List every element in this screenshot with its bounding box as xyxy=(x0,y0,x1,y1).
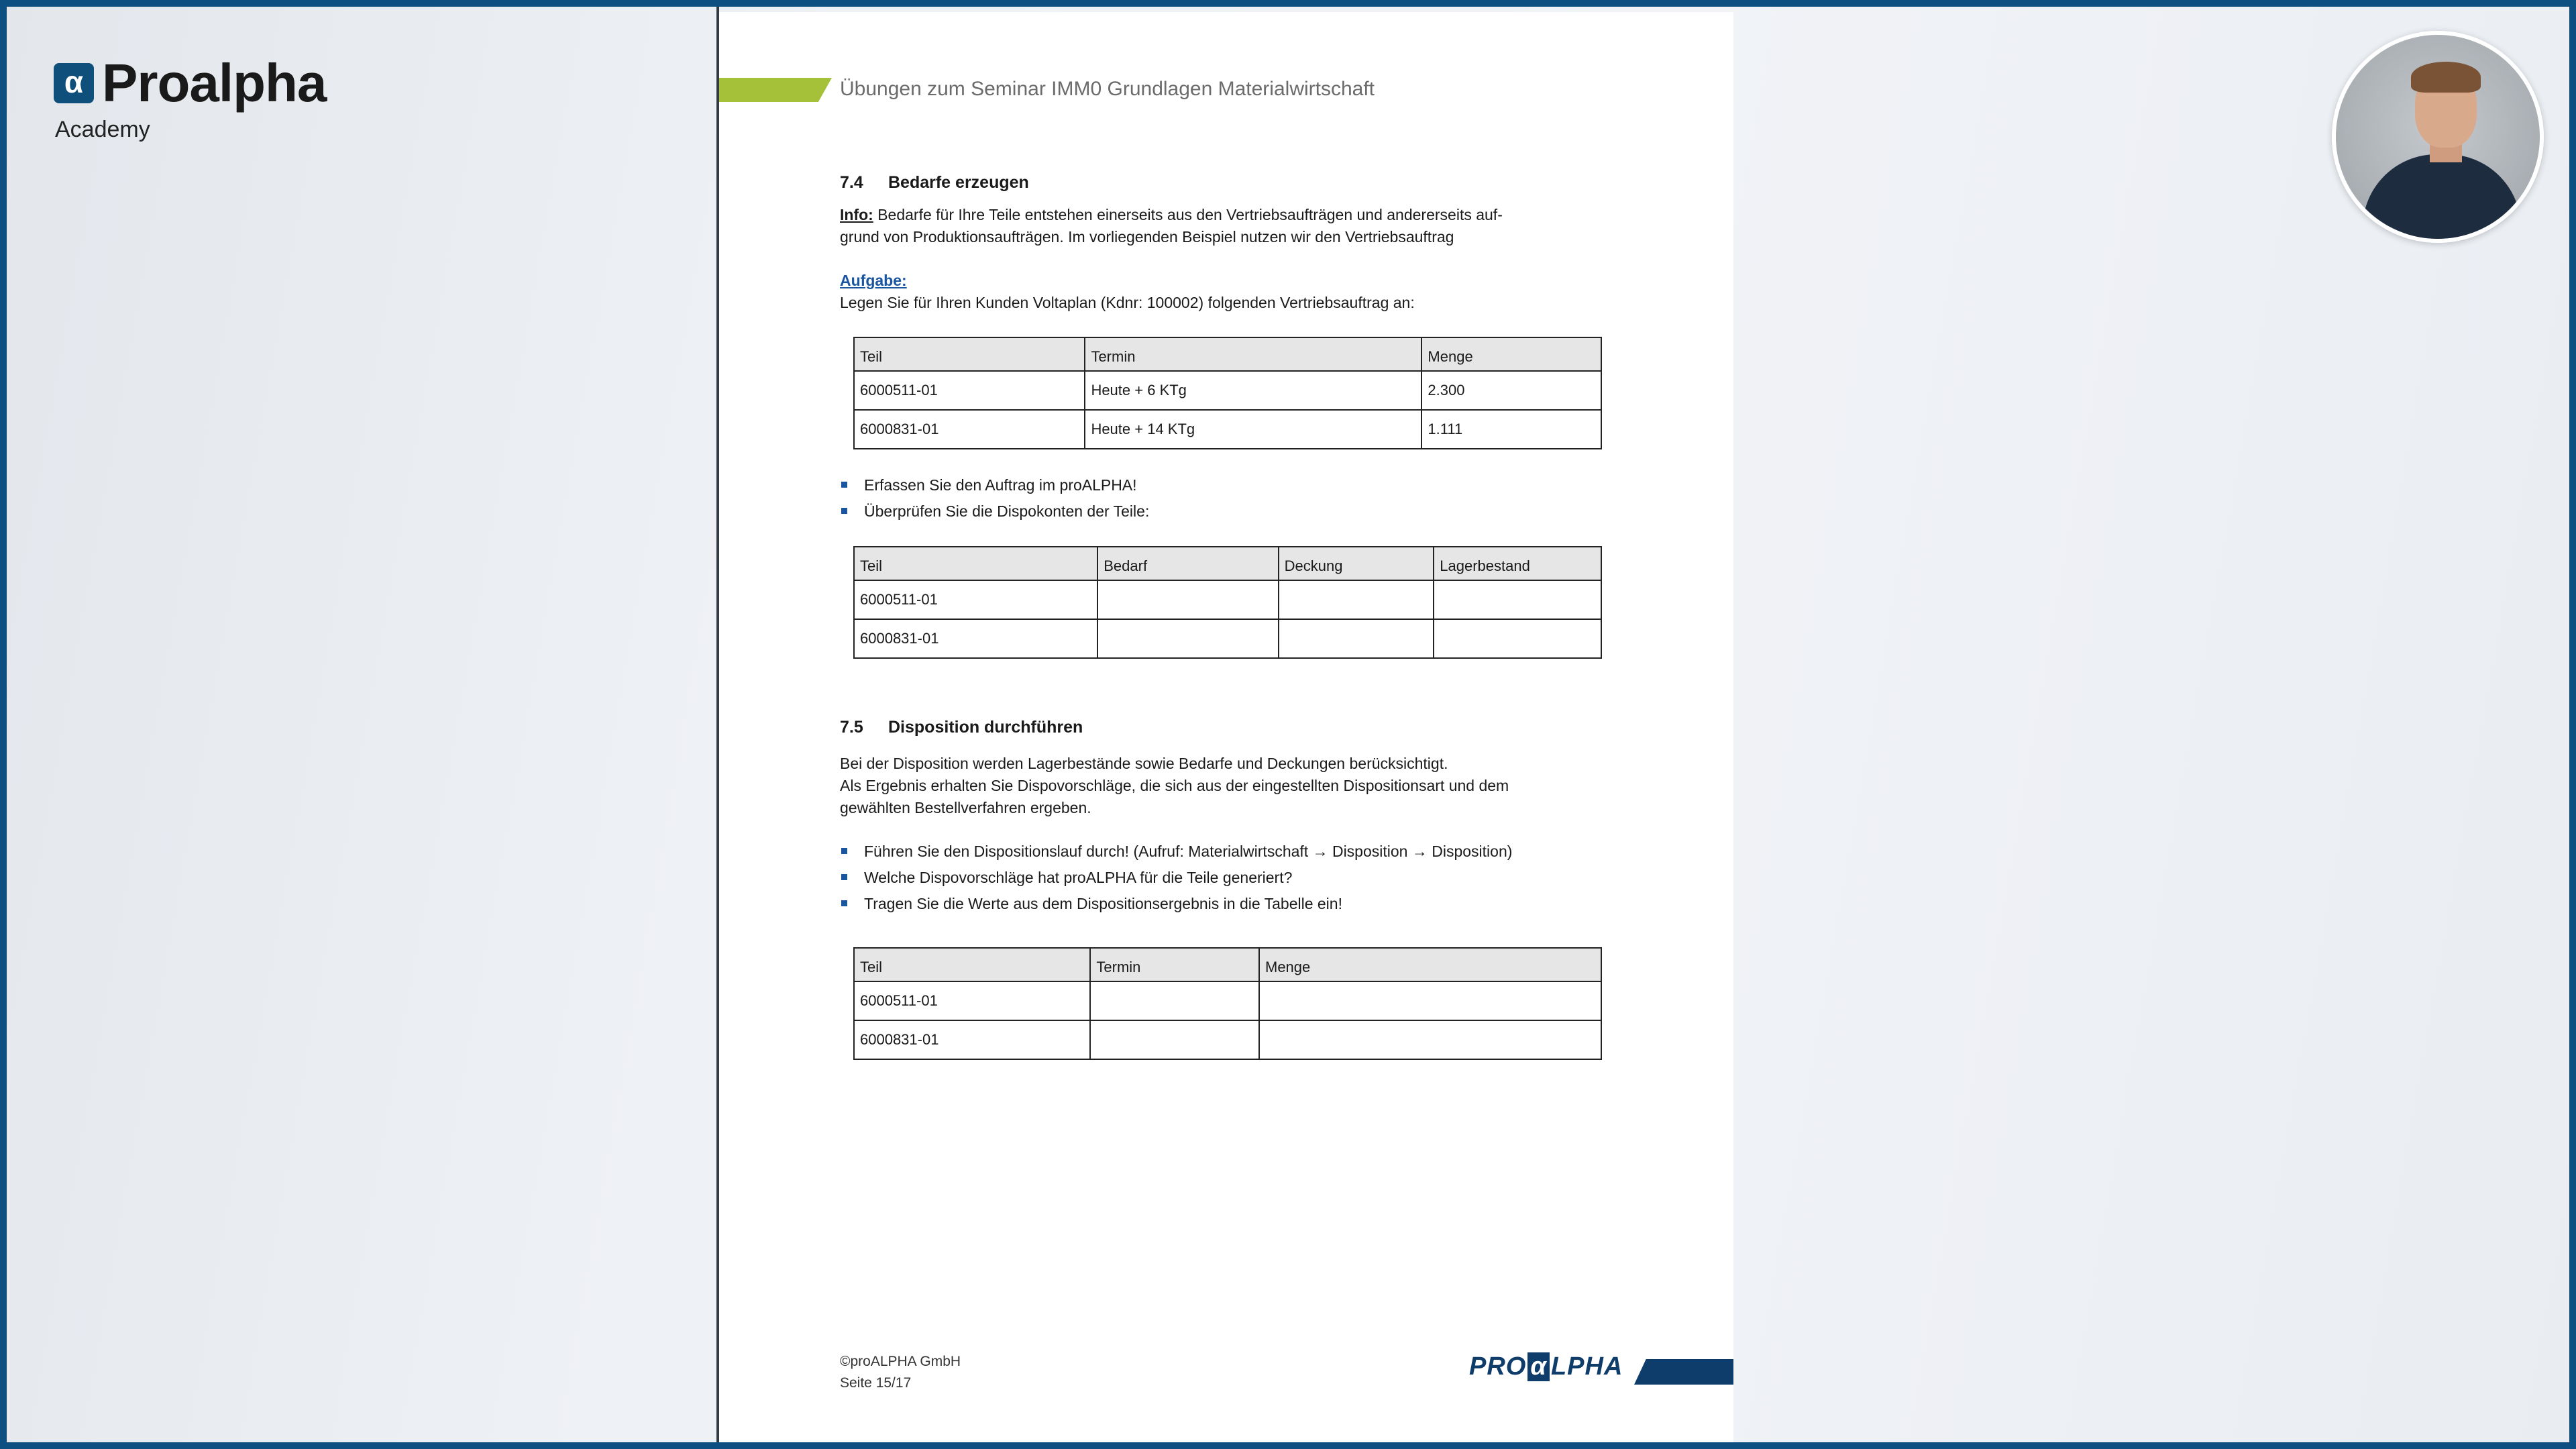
table-cell xyxy=(1090,981,1259,1020)
disposition-paragraph xyxy=(840,753,1618,819)
section-7-5-heading xyxy=(840,718,1083,737)
brand-logo xyxy=(54,52,326,143)
table-header-row xyxy=(854,948,1601,981)
paragraph-line: Als Ergebnis erhalten Sie Dispovorschläge, die sich aus der eingestellten Dispositionsart und dem xyxy=(840,777,1509,794)
table-cell xyxy=(1434,580,1601,619)
info-label: Info: xyxy=(840,206,873,223)
table-cell: 6000511-01 xyxy=(854,981,1090,1020)
section-number: 7.4 xyxy=(840,173,863,192)
table-header-cell: Teil xyxy=(854,337,1085,371)
section-7-4-heading xyxy=(840,173,1029,193)
table-header-cell: Bedarf xyxy=(1097,547,1278,580)
page-number: Seite 15/17 xyxy=(840,1375,912,1391)
document-page xyxy=(719,12,1733,1442)
table-cell xyxy=(1097,580,1278,619)
table-header-cell: Lagerbestand xyxy=(1434,547,1601,580)
table-cell: 6000831-01 xyxy=(854,410,1085,449)
table-row xyxy=(854,1020,1601,1059)
copyright-text: ©proALPHA GmbH xyxy=(840,1354,961,1369)
table-cell xyxy=(1279,619,1434,658)
table-cell: 6000831-01 xyxy=(854,1020,1090,1059)
info-line-1: Bedarfe für Ihre Teile entstehen einerseits aus den Vertriebsaufträgen und andererseits auf- xyxy=(873,206,1503,223)
table-cell xyxy=(1097,619,1278,658)
brand-name: Proalpha xyxy=(102,53,327,113)
proalpha-footer-logo xyxy=(1469,1352,1623,1381)
list-item: Welche Dispovorschläge hat proALPHA für die Teile generiert? xyxy=(840,865,1512,891)
list-item: Führen Sie den Dispositionslauf durch! (Aufruf: Materialwirtschaft → Disposition → Disposition) xyxy=(840,839,1512,865)
info-paragraph xyxy=(840,204,1618,248)
disposition-bullet-list xyxy=(840,839,1512,917)
table-header-row xyxy=(854,547,1601,580)
presenter-hair xyxy=(2411,62,2481,93)
list-item: Erfassen Sie den Auftrag im proALPHA! xyxy=(840,472,1149,498)
disposition-result-table xyxy=(853,947,1602,1060)
order-table xyxy=(853,337,1602,449)
presentation-stage xyxy=(7,7,2569,1442)
table-cell xyxy=(1259,981,1601,1020)
aufgabe-label: Aufgabe: xyxy=(840,272,907,289)
presenter-body xyxy=(2363,154,2521,243)
aufgabe-block xyxy=(840,270,1618,314)
table-row xyxy=(854,580,1601,619)
list-item: Überprüfen Sie die Dispokonten der Teile: xyxy=(840,498,1149,525)
webcam-video xyxy=(2332,31,2544,243)
table-cell xyxy=(1090,1020,1259,1059)
table-header-cell: Termin xyxy=(1090,948,1259,981)
table-cell: 1.111 xyxy=(1421,410,1601,449)
table-cell: 6000511-01 xyxy=(854,580,1097,619)
table-cell: Heute + 14 KTg xyxy=(1085,410,1421,449)
section-number: 7.5 xyxy=(840,718,863,737)
alpha-logo-icon: α xyxy=(1527,1352,1550,1381)
table-cell xyxy=(1259,1020,1601,1059)
table-header-row xyxy=(854,337,1601,371)
table-header-cell: Deckung xyxy=(1279,547,1434,580)
brand-subtitle: Academy xyxy=(55,117,150,142)
table-row xyxy=(854,981,1601,1020)
header-accent-bar xyxy=(719,78,832,102)
document-footer xyxy=(840,1351,961,1394)
logo-text-post: LPHA xyxy=(1550,1352,1623,1381)
list-item: Tragen Sie die Werte aus dem Dispositionsergebnis in die Tabelle ein! xyxy=(840,891,1512,917)
table-cell: Heute + 6 KTg xyxy=(1085,371,1421,410)
table-header-cell: Teil xyxy=(854,948,1090,981)
section-title: Disposition durchführen xyxy=(888,718,1083,737)
dispokonten-table xyxy=(853,546,1602,659)
table-header-cell: Menge xyxy=(1421,337,1601,371)
footer-accent-bar xyxy=(1634,1359,1733,1385)
section-title: Bedarfe erzeugen xyxy=(888,173,1029,192)
table-row xyxy=(854,619,1601,658)
table-cell: 2.300 xyxy=(1421,371,1601,410)
aufgabe-text: Legen Sie für Ihren Kunden Voltaplan (Kdnr: 100002) folgenden Vertriebsauftrag an: xyxy=(840,294,1415,311)
table-header-cell: Menge xyxy=(1259,948,1601,981)
table-cell xyxy=(1434,619,1601,658)
table-cell xyxy=(1279,580,1434,619)
paragraph-line: gewählten Bestellverfahren ergeben. xyxy=(840,799,1091,816)
paragraph-line: Bei der Disposition werden Lagerbestände sowie Bedarfe und Deckungen berücksichtigt. xyxy=(840,755,1448,772)
table-header-cell: Teil xyxy=(854,547,1097,580)
table-cell: 6000511-01 xyxy=(854,371,1085,410)
info-line-2: grund von Produktionsaufträgen. Im vorliegenden Beispiel nutzen wir den Vertriebsauftrag xyxy=(840,228,1454,246)
table-header-cell: Termin xyxy=(1085,337,1421,371)
alpha-logo-icon: α xyxy=(54,63,94,103)
table-row xyxy=(854,371,1601,410)
task-bullet-list xyxy=(840,472,1149,525)
document-header-title: Übungen zum Seminar IMM0 Grundlagen Materialwirtschaft xyxy=(840,78,1375,100)
table-cell: 6000831-01 xyxy=(854,619,1097,658)
table-row xyxy=(854,410,1601,449)
logo-text-pre: PRO xyxy=(1469,1352,1527,1381)
